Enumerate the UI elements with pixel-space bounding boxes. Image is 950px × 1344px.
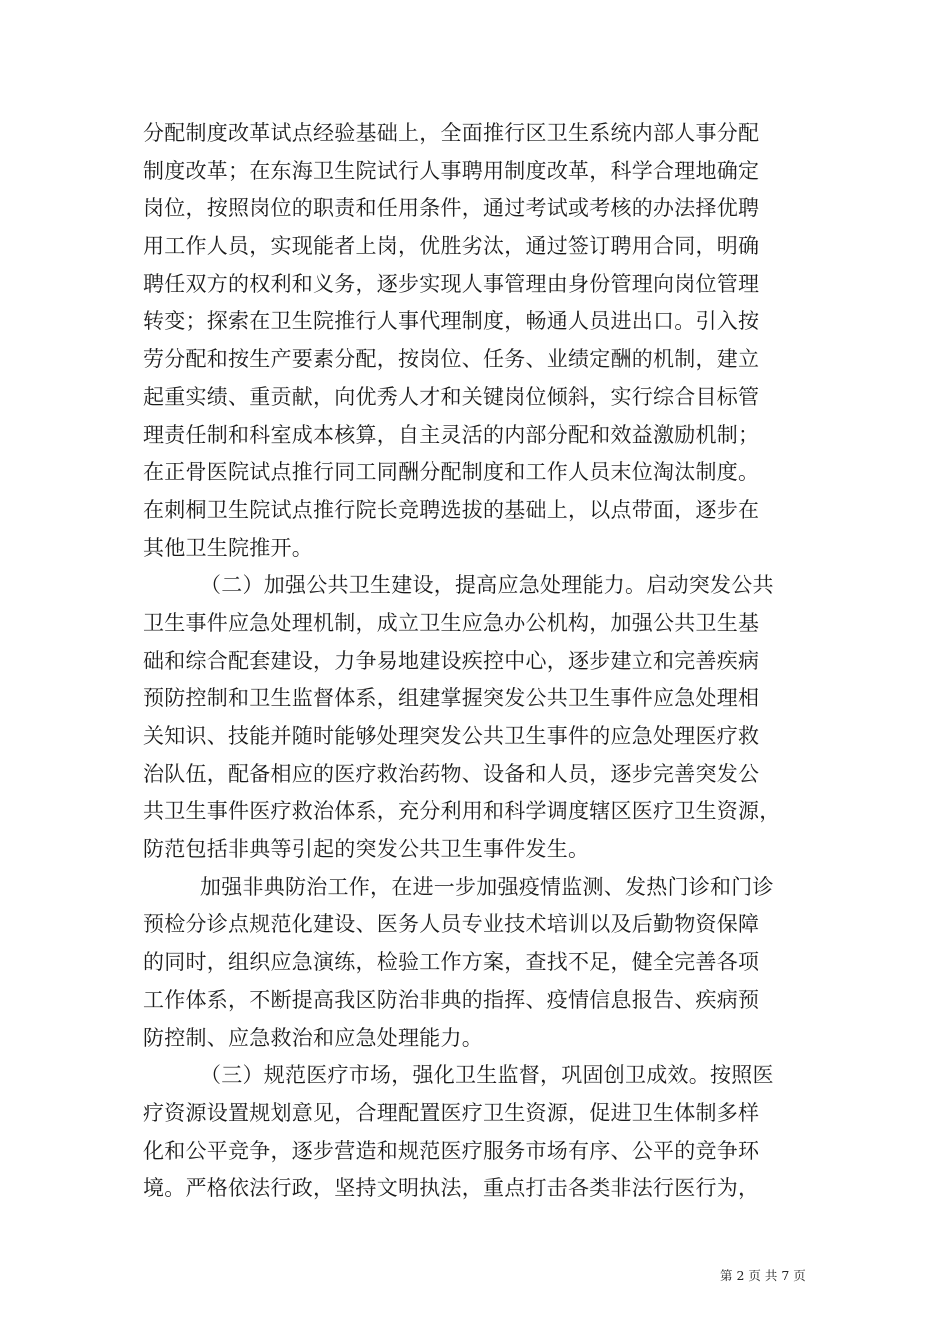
text-line: 分配制度改革试点经验基础上，全面推行区卫生系统内部人事分配 <box>143 121 760 145</box>
text-line: 化和公平竞争，逐步营造和规范医疗服务市场有序、公平的竞争环 <box>143 1138 760 1163</box>
text-line: 疗资源设置规划意见，合理配置医疗卫生资源，促进卫生体制多样 <box>143 1100 760 1125</box>
text-line: 共卫生事件医疗救治体系，充分利用和科学调度辖区医疗卫生资源， <box>143 799 781 824</box>
text-line: 境。严格依法行政，坚持文明执法，重点打击各类非法行医行为， <box>143 1176 760 1201</box>
text-line: 在正骨医院试点推行同工同酬分配制度和工作人员末位淘汰制度。 <box>143 460 760 485</box>
section-heading-line: （三）规范医疗市场，强化卫生监督，巩固创卫成效。按照医 <box>200 1063 774 1088</box>
text-line: 预防控制和卫生监督体系，组建掌握突发公共卫生事件应急处理相 <box>143 686 760 711</box>
text-line: 工作体系，不断提高我区防治非典的指挥、疫情信息报告、疾病预 <box>143 987 760 1012</box>
text-line: 在刺桐卫生院试点推行院长竞聘选拔的基础上，以点带面，逐步在 <box>143 497 760 522</box>
text-line: 防控制、应急救治和应急处理能力。 <box>143 1025 483 1050</box>
text-line: 起重实绩、重贡献，向优秀人才和关键岗位倾斜，实行综合目标管 <box>143 384 760 409</box>
text-line: 岗位，按照岗位的职责和任用条件，通过考试或考核的办法择优聘 <box>143 196 760 221</box>
page-number-footer: 第 2 页 共 7 页 <box>720 1268 806 1283</box>
text-line: 聘任双方的权利和义务，逐步实现人事管理由身份管理向岗位管理 <box>143 271 760 296</box>
text-line: 转变；探索在卫生院推行人事代理制度，畅通人员进出口。引入按 <box>143 309 760 334</box>
text-line: 理责任制和科室成本核算，自主灵活的内部分配和效益激励机制； <box>143 422 760 447</box>
text-line: 关知识、技能并随时能够处理突发公共卫生事件的应急处理医疗救 <box>143 724 760 748</box>
text-line: 预检分诊点规范化建设、医务人员专业技术培训以及后勤物资保障 <box>143 912 760 937</box>
section-heading-line: （二）加强公共卫生建设，提高应急处理能力。启动突发公共 <box>200 573 774 598</box>
text-line: 卫生事件应急处理机制，成立卫生应急办公机构，加强公共卫生基 <box>143 610 760 635</box>
text-line: 治队伍，配备相应的医疗救治药物、设备和人员，逐步完善突发公 <box>143 761 760 786</box>
text-line: 其他卫生院推开。 <box>143 535 313 560</box>
text-line: 用工作人员，实现能者上岗，优胜劣汰，通过签订聘用合同，明确 <box>143 234 760 259</box>
text-line: 防范包括非典等引起的突发公共卫生事件发生。 <box>143 837 590 862</box>
text-line: 础和综合配套建设，力争易地建设疾控中心，逐步建立和完善疾病 <box>143 648 760 673</box>
text-line: 制度改革；在东海卫生院试行人事聘用制度改革，科学合理地确定 <box>143 158 760 183</box>
paragraph-start-line: 加强非典防治工作，在进一步加强疫情监测、发热门诊和门诊 <box>200 874 774 899</box>
text-line: 的同时，组织应急演练，检验工作方案，查找不足，健全完善各项 <box>143 950 760 975</box>
document-body <box>143 115 808 1208</box>
text-line: 劳分配和按生产要素分配，按岗位、任务、业绩定酬的机制，建立 <box>143 347 760 372</box>
